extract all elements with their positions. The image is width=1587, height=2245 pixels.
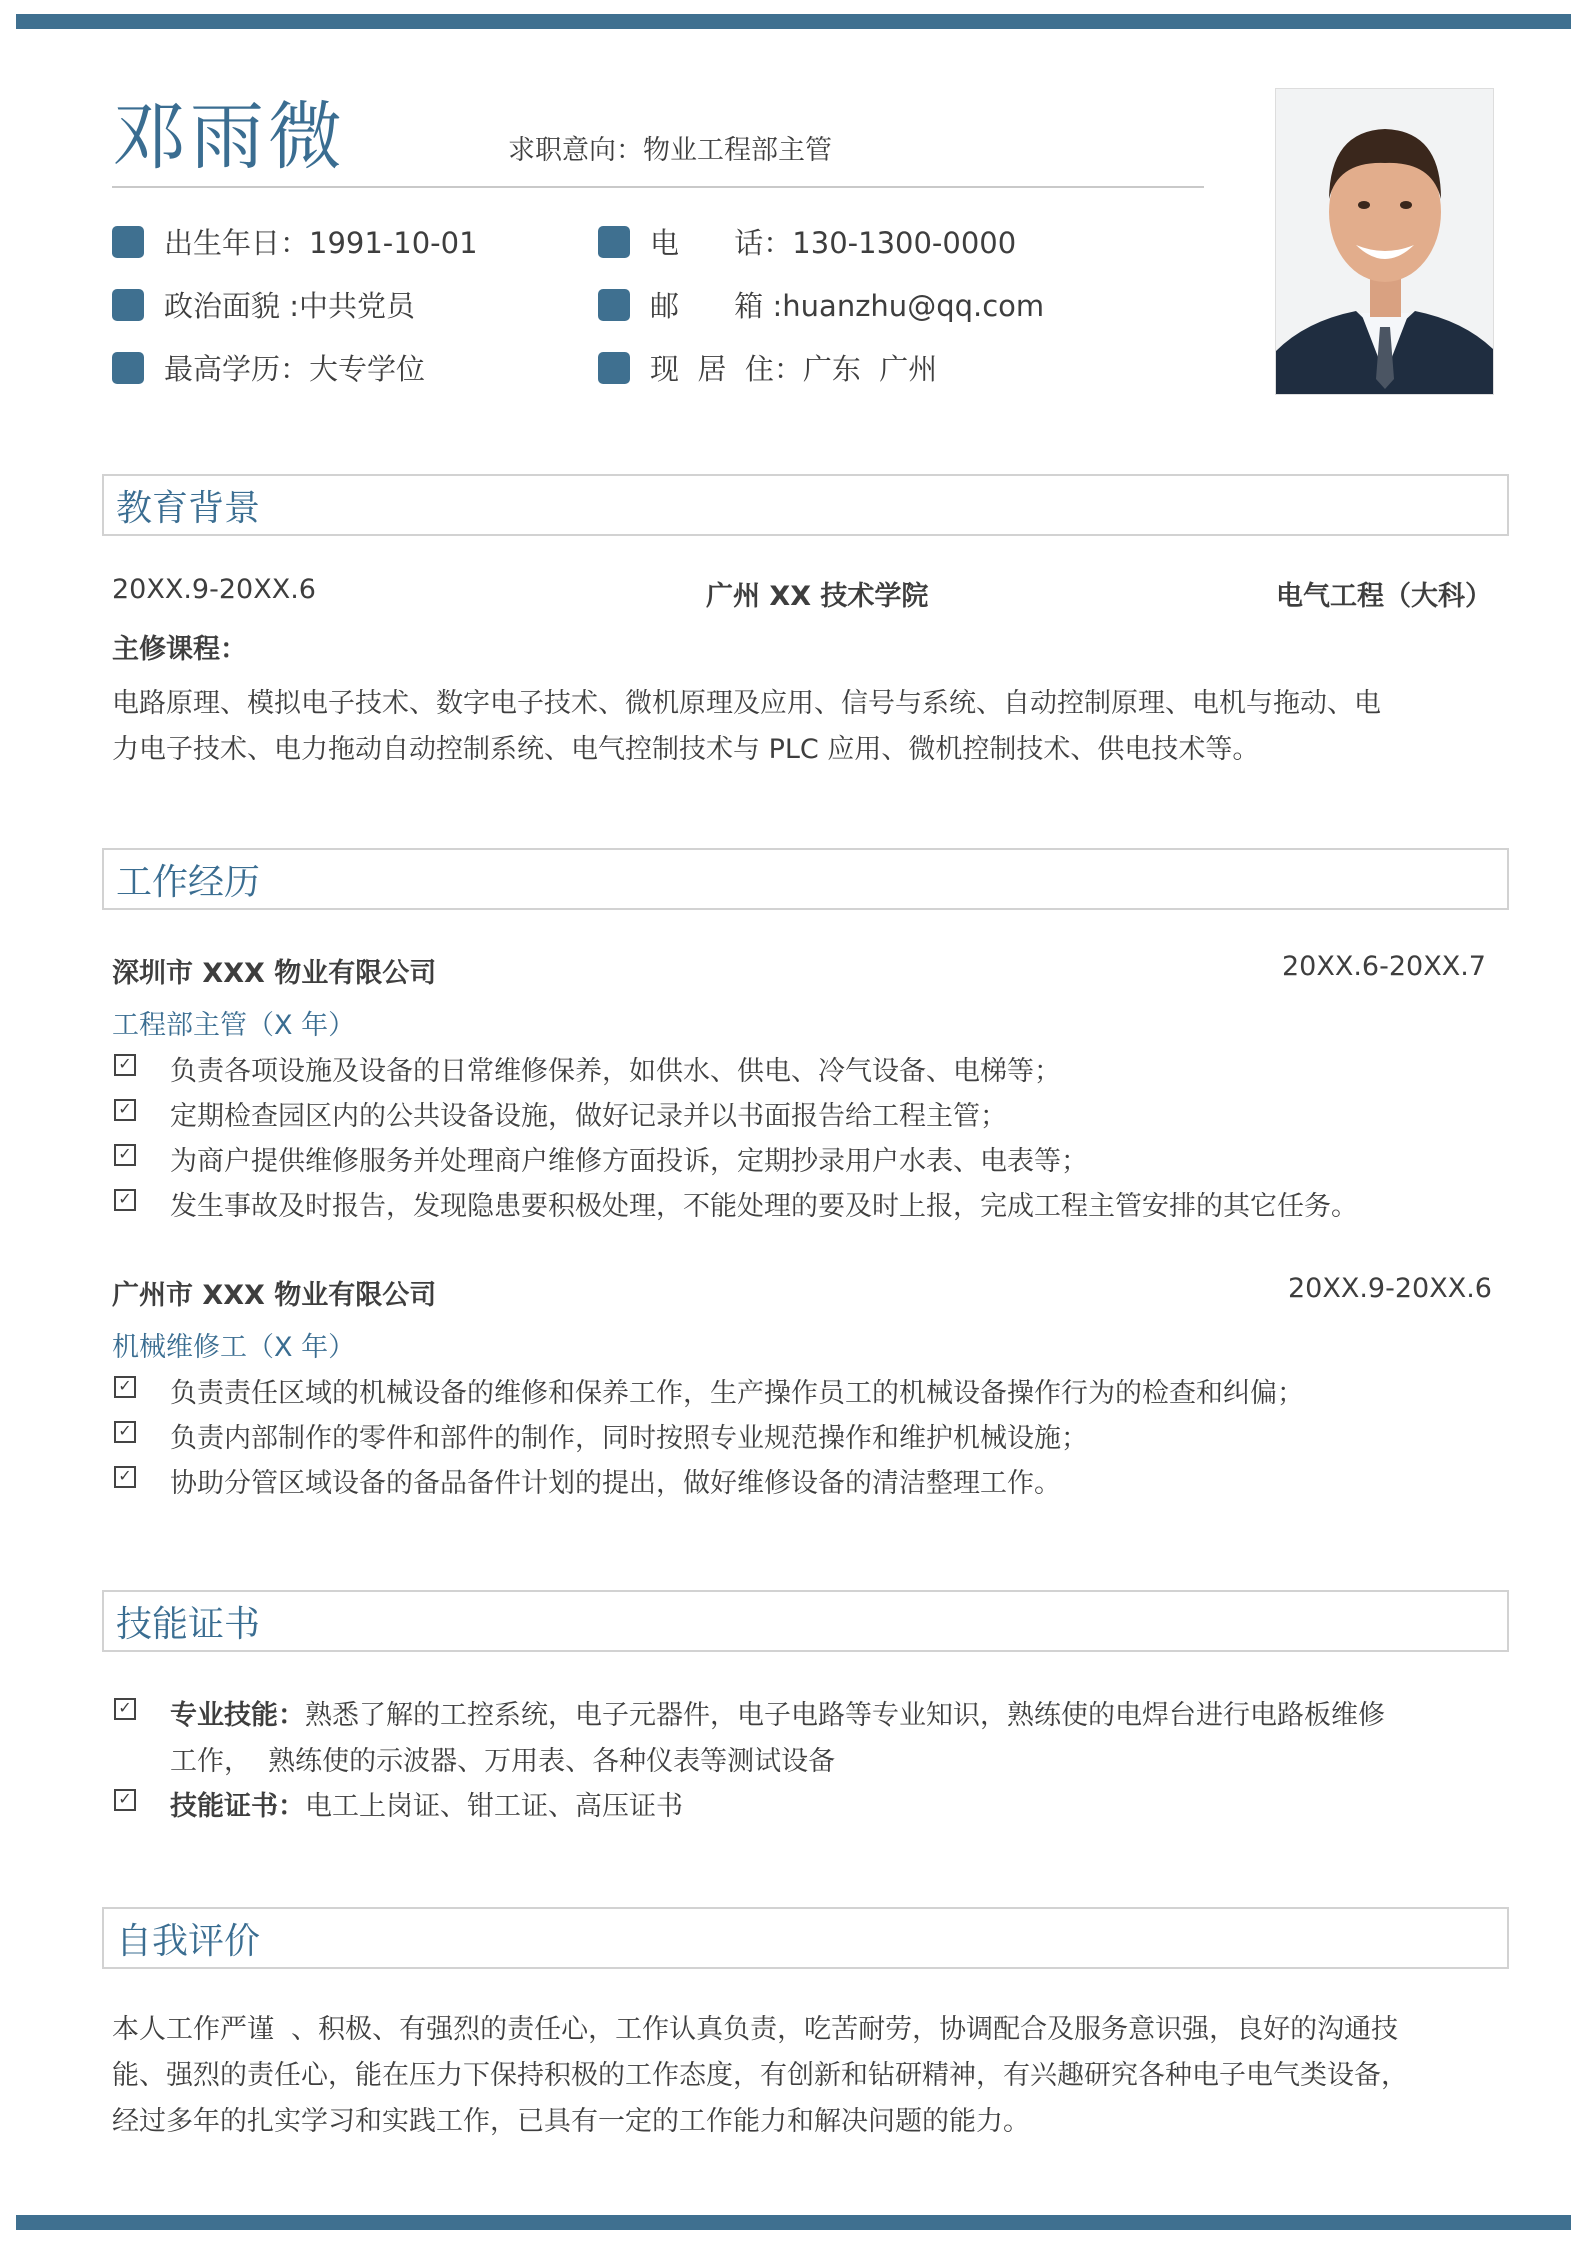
job-period: 20XX.9-20XX.6 [1288,1273,1492,1304]
edu-major: 电气工程（大科） [1276,581,1492,612]
job-duty: 定期检查园区内的公共设备设施，做好记录并以书面报告给工程主管； [170,1101,1007,1132]
section-skills: 技能证书 [102,1590,1509,1652]
evaluation-line: 经过多年的扎实学习和实践工作，已具有一定的工作能力和解决问题的能力。 [112,2106,1030,2137]
job-duty: 发生事故及时报告，发现隐患要积极处理，不能处理的要及时上报，完成工程主管安排的其它任务。 [170,1191,1358,1222]
checkbox-icon: ✓ [114,1376,136,1398]
checkbox-icon: ✓ [114,1144,136,1166]
education-info: 最高学历：大专学位 [112,347,425,388]
courses-label: 主修课程： [112,634,247,665]
section-evaluation: 自我评价 [102,1907,1509,1969]
section-work: 工作经历 [102,848,1509,910]
job-intent: 求职意向：物业工程部主管 [508,135,832,166]
profile-photo [1275,88,1494,395]
phone-icon [598,226,630,258]
checkbox-icon: ✓ [114,1466,136,1488]
evaluation-line: 本人工作严谨 、积极、有强烈的责任心，工作认真负责，吃苦耐劳，协调配合及服务意识强，良好的沟通技 [112,2014,1399,2045]
checkbox-icon: ✓ [114,1054,136,1076]
checkbox-icon: ✓ [114,1698,136,1720]
person-icon [112,226,144,258]
job-period: 20XX.6-20XX.7 [1282,951,1486,982]
birth-info: 出生年日：1991-10-01 [112,221,478,262]
job-company: 深圳市 XXX 物业有限公司 [112,958,437,989]
phone-info: 电 话：130-1300-0000 [598,221,1016,262]
checkbox-icon: ✓ [114,1099,136,1121]
bottom-bar [16,2215,1571,2230]
job-duty: 负责责任区域的机械设备的维修和保养工作，生产操作员工的机械设备操作行为的检查和纠偏； [170,1378,1304,1409]
graduation-cap-icon [112,352,144,384]
email-info: 邮 箱 :huanzhu@qq.com [598,284,1044,325]
skill-item-cont: 工作， 熟练使的示波器、万用表、各种仪表等测试设备 [170,1746,836,1777]
top-bar [16,14,1571,29]
skill-item: 技能证书：电工上岗证、钳工证、高压证书 [170,1791,683,1822]
address-info: 现 居 住：广东 广州 [598,347,937,388]
divider [112,186,1204,188]
checkbox-icon: ✓ [114,1789,136,1811]
location-pin-icon [598,352,630,384]
courses-line: 力电子技术、电力拖动自动控制系统、电气控制技术与 PLC 应用、微机控制技术、供电技术等。 [112,734,1260,765]
candidate-name: 邓雨微 [112,94,346,180]
user-badge-icon [112,289,144,321]
job-company: 广州市 XXX 物业有限公司 [112,1280,437,1311]
courses-line: 电路原理、模拟电子技术、数字电子技术、微机原理及应用、信号与系统、自动控制原理、电机与拖动、电 [112,688,1381,719]
mail-icon [598,289,630,321]
edu-period: 20XX.9-20XX.6 [112,574,316,605]
politics-info: 政治面貌 :中共党员 [112,284,415,325]
section-education: 教育背景 [102,474,1509,536]
edu-school: 广州 XX 技术学院 [706,581,929,612]
evaluation-line: 能、强烈的责任心，能在压力下保持积极的工作态度，有创新和钻研精神，有兴趣研究各种电子电气类设备， [112,2060,1408,2091]
job-duty: 为商户提供维修服务并处理商户维修方面投诉，定期抄录用户水表、电表等； [170,1146,1088,1177]
checkbox-icon: ✓ [114,1189,136,1211]
job-duty: 协助分管区域设备的备品备件计划的提出，做好维修设备的清洁整理工作。 [170,1468,1061,1499]
job-role: 机械维修工（X 年） [112,1332,356,1363]
checkbox-icon: ✓ [114,1421,136,1443]
skill-item: 专业技能：熟悉了解的工控系统，电子元器件，电子电路等专业知识，熟练使的电焊台进行电路板维修 [170,1700,1385,1731]
job-duty: 负责各项设施及设备的日常维修保养，如供水、供电、冷气设备、电梯等； [170,1056,1061,1087]
job-duty: 负责内部制作的零件和部件的制作，同时按照专业规范操作和维护机械设施； [170,1423,1088,1454]
job-role: 工程部主管（X 年） [112,1010,356,1041]
